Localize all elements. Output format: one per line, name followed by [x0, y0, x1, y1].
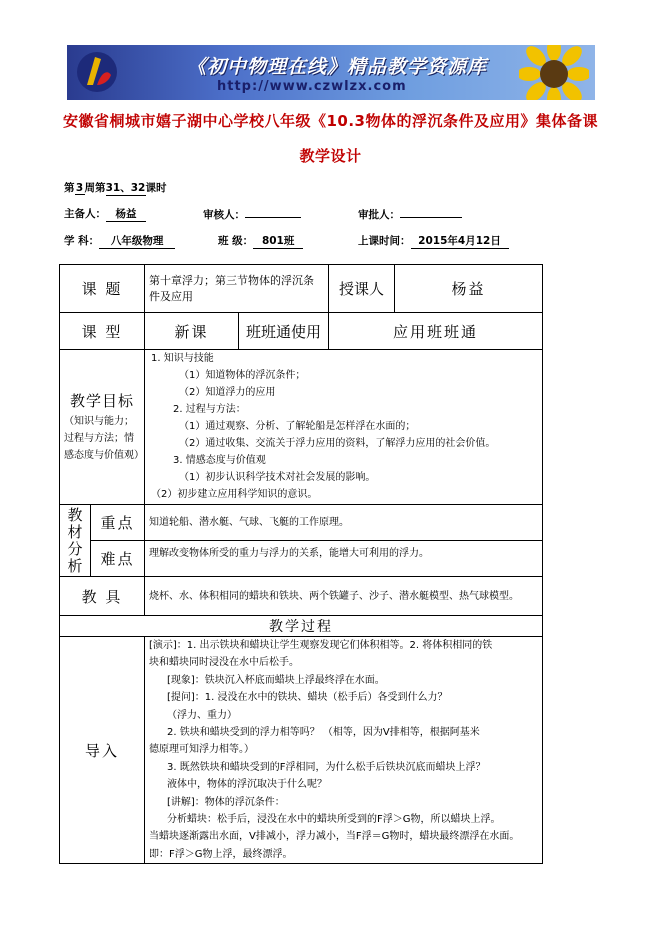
sunflower-icon — [519, 45, 589, 100]
date-value: 2015年4月12日 — [411, 233, 509, 249]
subject-value: 八年级物理 — [99, 233, 175, 249]
intro-line: 3. 既然铁块和蜡块受到的F浮相同，为什么松手后铁块沉底而蜡块上浮？ — [167, 761, 486, 773]
banner-title: 《初中物理在线》精品教学资源库 — [187, 56, 488, 78]
type-row — [60, 313, 543, 350]
intro-line: 德原理可知浮力相等。） — [149, 744, 254, 756]
topic-value: 第十章浮力；第三节物体的浮沉条件及应用 — [145, 265, 329, 313]
document-title: 安徽省桐城市嬉子湖中心学校八年级《10.3物体的浮沉条件及应用》集体备课 — [62, 112, 598, 130]
date-field: 上课时间： 2015年4月12日 — [358, 233, 509, 249]
intro-line: [提问]：1. 浸没在水中的铁块、蜡块（松手后）各受到什么力？ — [167, 692, 448, 704]
goal-line: （1）通过观察、分析、了解轮船是怎样浮在水面的； — [179, 421, 416, 432]
key-label: 重点 — [91, 505, 145, 541]
goal-line: 2. 过程与方法： — [173, 404, 246, 415]
intro-line: 液体中，物体的浮沉取决于什么呢？ — [167, 779, 327, 791]
intro-line: [讲解]：物体的浮沉条件： — [167, 796, 285, 808]
goal-line: 3. 情感态度与价值观 — [173, 455, 266, 466]
key-row — [60, 505, 543, 541]
intro-line: [演示]：1. 出示铁块和蜡块让学生观察发现它们体积相等。2. 将体积相同的铁 — [149, 640, 493, 651]
class-value: 801班 — [253, 233, 303, 249]
goal-line: （2）知道浮力的应用 — [179, 387, 276, 398]
subject-field: 学 科： 八年级物理 — [64, 233, 175, 249]
lesson-plan-table — [59, 264, 543, 864]
intro-line: （浮力、重力） — [167, 709, 237, 721]
difficulty-value: 理解改变物体所受的重力与浮力的关系，能增大可利用的浮力。 — [145, 541, 543, 577]
approver-field: 审批人： — [358, 206, 462, 222]
intro-line: 当蜡块逐渐露出水面，V排减小，浮力减小，当F浮＝G物时，蜡块最终漂浮在水面。 — [149, 831, 520, 843]
key-value: 知道轮船、潜水艇、气球、飞艇的工作原理。 — [145, 505, 543, 541]
author-field: 主备人： 杨益 — [64, 206, 146, 222]
tools-label: 教 具 — [60, 577, 145, 616]
tools-value: 烧杯、水、体积相同的蜡块和铁块、两个铁罐子、沙子、潜水艇模型、热气球模型。 — [145, 577, 543, 616]
class-field: 班 级： 801班 — [218, 233, 303, 249]
intro-label: 导入 — [60, 637, 145, 864]
author-value: 杨益 — [106, 206, 146, 222]
teacher-label: 授课人 — [329, 265, 395, 313]
type-label: 课 型 — [60, 313, 145, 350]
week-lesson-line: 第3周第31、32课时 — [64, 182, 167, 194]
topic-row — [60, 265, 543, 313]
intro-line: 即：F浮＞G物上浮，最终漂浮。 — [149, 848, 293, 860]
header-banner — [67, 45, 595, 100]
goal-line: （2）初步建立应用科学知识的意识。 — [151, 489, 318, 500]
goal-line: （1）知道物体的浮沉条件； — [179, 370, 306, 381]
banner-url[interactable]: http://www.czwlzx.com — [217, 79, 407, 94]
goals-label-cell — [60, 350, 145, 505]
goal-line: 1. 知识与技能 — [151, 353, 214, 364]
usage-label: 班班通使用 — [239, 313, 329, 350]
topic-label: 课 题 — [60, 265, 145, 313]
document-subtitle: 教学设计 — [299, 147, 362, 165]
goal-line: （1）初步认识科学技术对社会发展的影响。 — [179, 472, 376, 483]
goals-label: 教学目标 — [69, 392, 134, 410]
intro-row — [60, 637, 543, 864]
analysis-label: 教材分析 — [60, 505, 91, 577]
week-value: 3 — [75, 182, 84, 194]
usage-value: 应用班班通 — [329, 313, 543, 350]
intro-line: 2. 铁块和蜡块受到的浮力相等吗？ （相等，因为V排相等，根据阿基米 — [167, 727, 480, 739]
teacher-value: 杨益 — [395, 265, 543, 313]
intro-line: 分析蜡块：松手后，浸没在水中的蜡块所受到的F浮＞G物，所以蜡块上浮。 — [167, 814, 501, 826]
process-label: 教学过程 — [60, 616, 543, 637]
goals-sub: （知识与能力；过程与方法；情感态度与价值观） — [64, 416, 144, 461]
difficulty-label: 难点 — [91, 541, 145, 577]
difficulty-row — [60, 541, 543, 577]
reviewer-field: 审核人： — [203, 206, 301, 222]
intro-line: 块和蜡块同时浸没在水中后松手。 — [149, 657, 299, 669]
type-value: 新课 — [145, 313, 239, 350]
intro-line: [现象]：铁块沉入杯底而蜡块上浮最终浮在水面。 — [167, 674, 385, 686]
goals-row — [60, 350, 543, 505]
goals-list — [145, 350, 543, 505]
lessons-value: 31、32 — [105, 182, 146, 194]
tools-row — [60, 577, 543, 616]
site-logo-icon — [75, 49, 119, 95]
intro-content — [145, 637, 543, 864]
process-header-row — [60, 616, 543, 637]
goal-line: （2）通过收集、交流关于浮力应用的资料，了解浮力应用的社会价值。 — [179, 438, 496, 449]
